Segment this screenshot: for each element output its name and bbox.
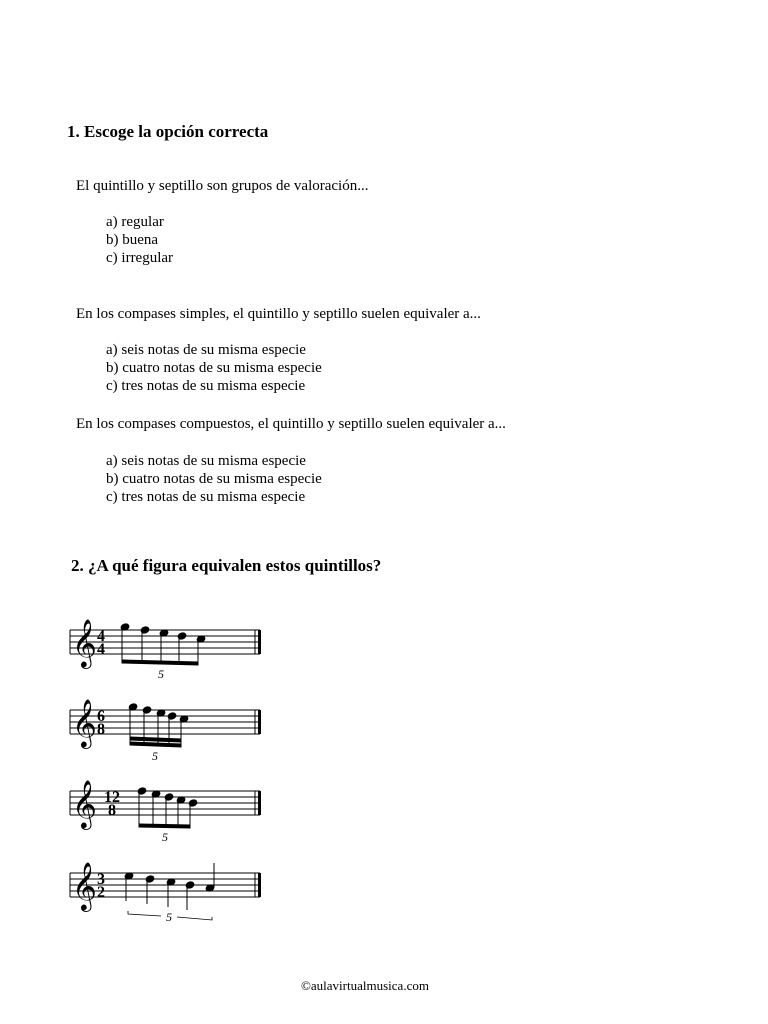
question-3-option-a: a) seis notas de su misma especie	[106, 453, 306, 469]
treble-clef-icon: 𝄞	[72, 701, 97, 747]
music-staff-2	[65, 692, 275, 767]
tuplet-number: 5	[166, 910, 172, 924]
question-1-option-b: b) buena	[106, 232, 159, 248]
treble-clef-icon: 𝄞	[72, 782, 97, 828]
treble-clef-icon: 𝄞	[72, 864, 97, 910]
question-1-prompt: El quintillo y septillo son grupos de valoración...	[76, 178, 369, 194]
time-signature-bottom: 8	[108, 802, 116, 819]
question-3-option-c: c) tres notas de su misma especie	[106, 489, 306, 505]
time-signature-top: 3	[97, 871, 105, 888]
footer-copyright: ©aulavirtualmusica.com	[301, 978, 429, 993]
beam	[122, 660, 198, 665]
final-barline-thick	[258, 873, 261, 897]
time-signature-top: 6	[97, 708, 105, 725]
question-3-prompt: En los compases compuestos, el quintillo y septillo suelen equivaler a...	[76, 416, 506, 432]
question-1-option-c: c) irregular	[106, 250, 174, 266]
question-3-option-b: b) cuatro notas de su misma especie	[106, 471, 322, 487]
tuplet-number: 5	[162, 830, 168, 844]
tuplet-number: 5	[152, 749, 158, 763]
beam	[139, 824, 190, 828]
final-barline-thick	[258, 710, 261, 734]
tuplet-number: 5	[158, 667, 164, 681]
final-barline-thick	[258, 791, 261, 815]
time-signature-top: 4	[97, 628, 105, 645]
question-2-option-b: b) cuatro notas de su misma especie	[106, 360, 322, 376]
question-1-option-a: a) regular	[106, 214, 164, 230]
section2-title: 2. ¿A qué figura equivalen estos quintillos?	[71, 556, 382, 575]
time-signature-top: 12	[104, 789, 120, 806]
section1-title: 1. Escoge la opción correcta	[67, 122, 269, 141]
beam	[130, 742, 181, 747]
music-staff-4	[65, 855, 275, 930]
question-2-prompt: En los compases simples, el quintillo y septillo suelen equivaler a...	[76, 306, 481, 322]
question-2-option-c: c) tres notas de su misma especie	[106, 378, 306, 394]
final-barline-thick	[258, 630, 261, 654]
music-staff-3	[65, 773, 275, 848]
beam	[130, 737, 181, 742]
question-2-option-a: a) seis notas de su misma especie	[106, 342, 306, 358]
music-staff-1	[65, 612, 275, 687]
time-signature-bottom: 2	[97, 884, 105, 901]
time-signature-bottom: 8	[97, 721, 105, 738]
treble-clef-icon: 𝄞	[72, 621, 97, 667]
time-signature-bottom: 4	[97, 641, 105, 658]
